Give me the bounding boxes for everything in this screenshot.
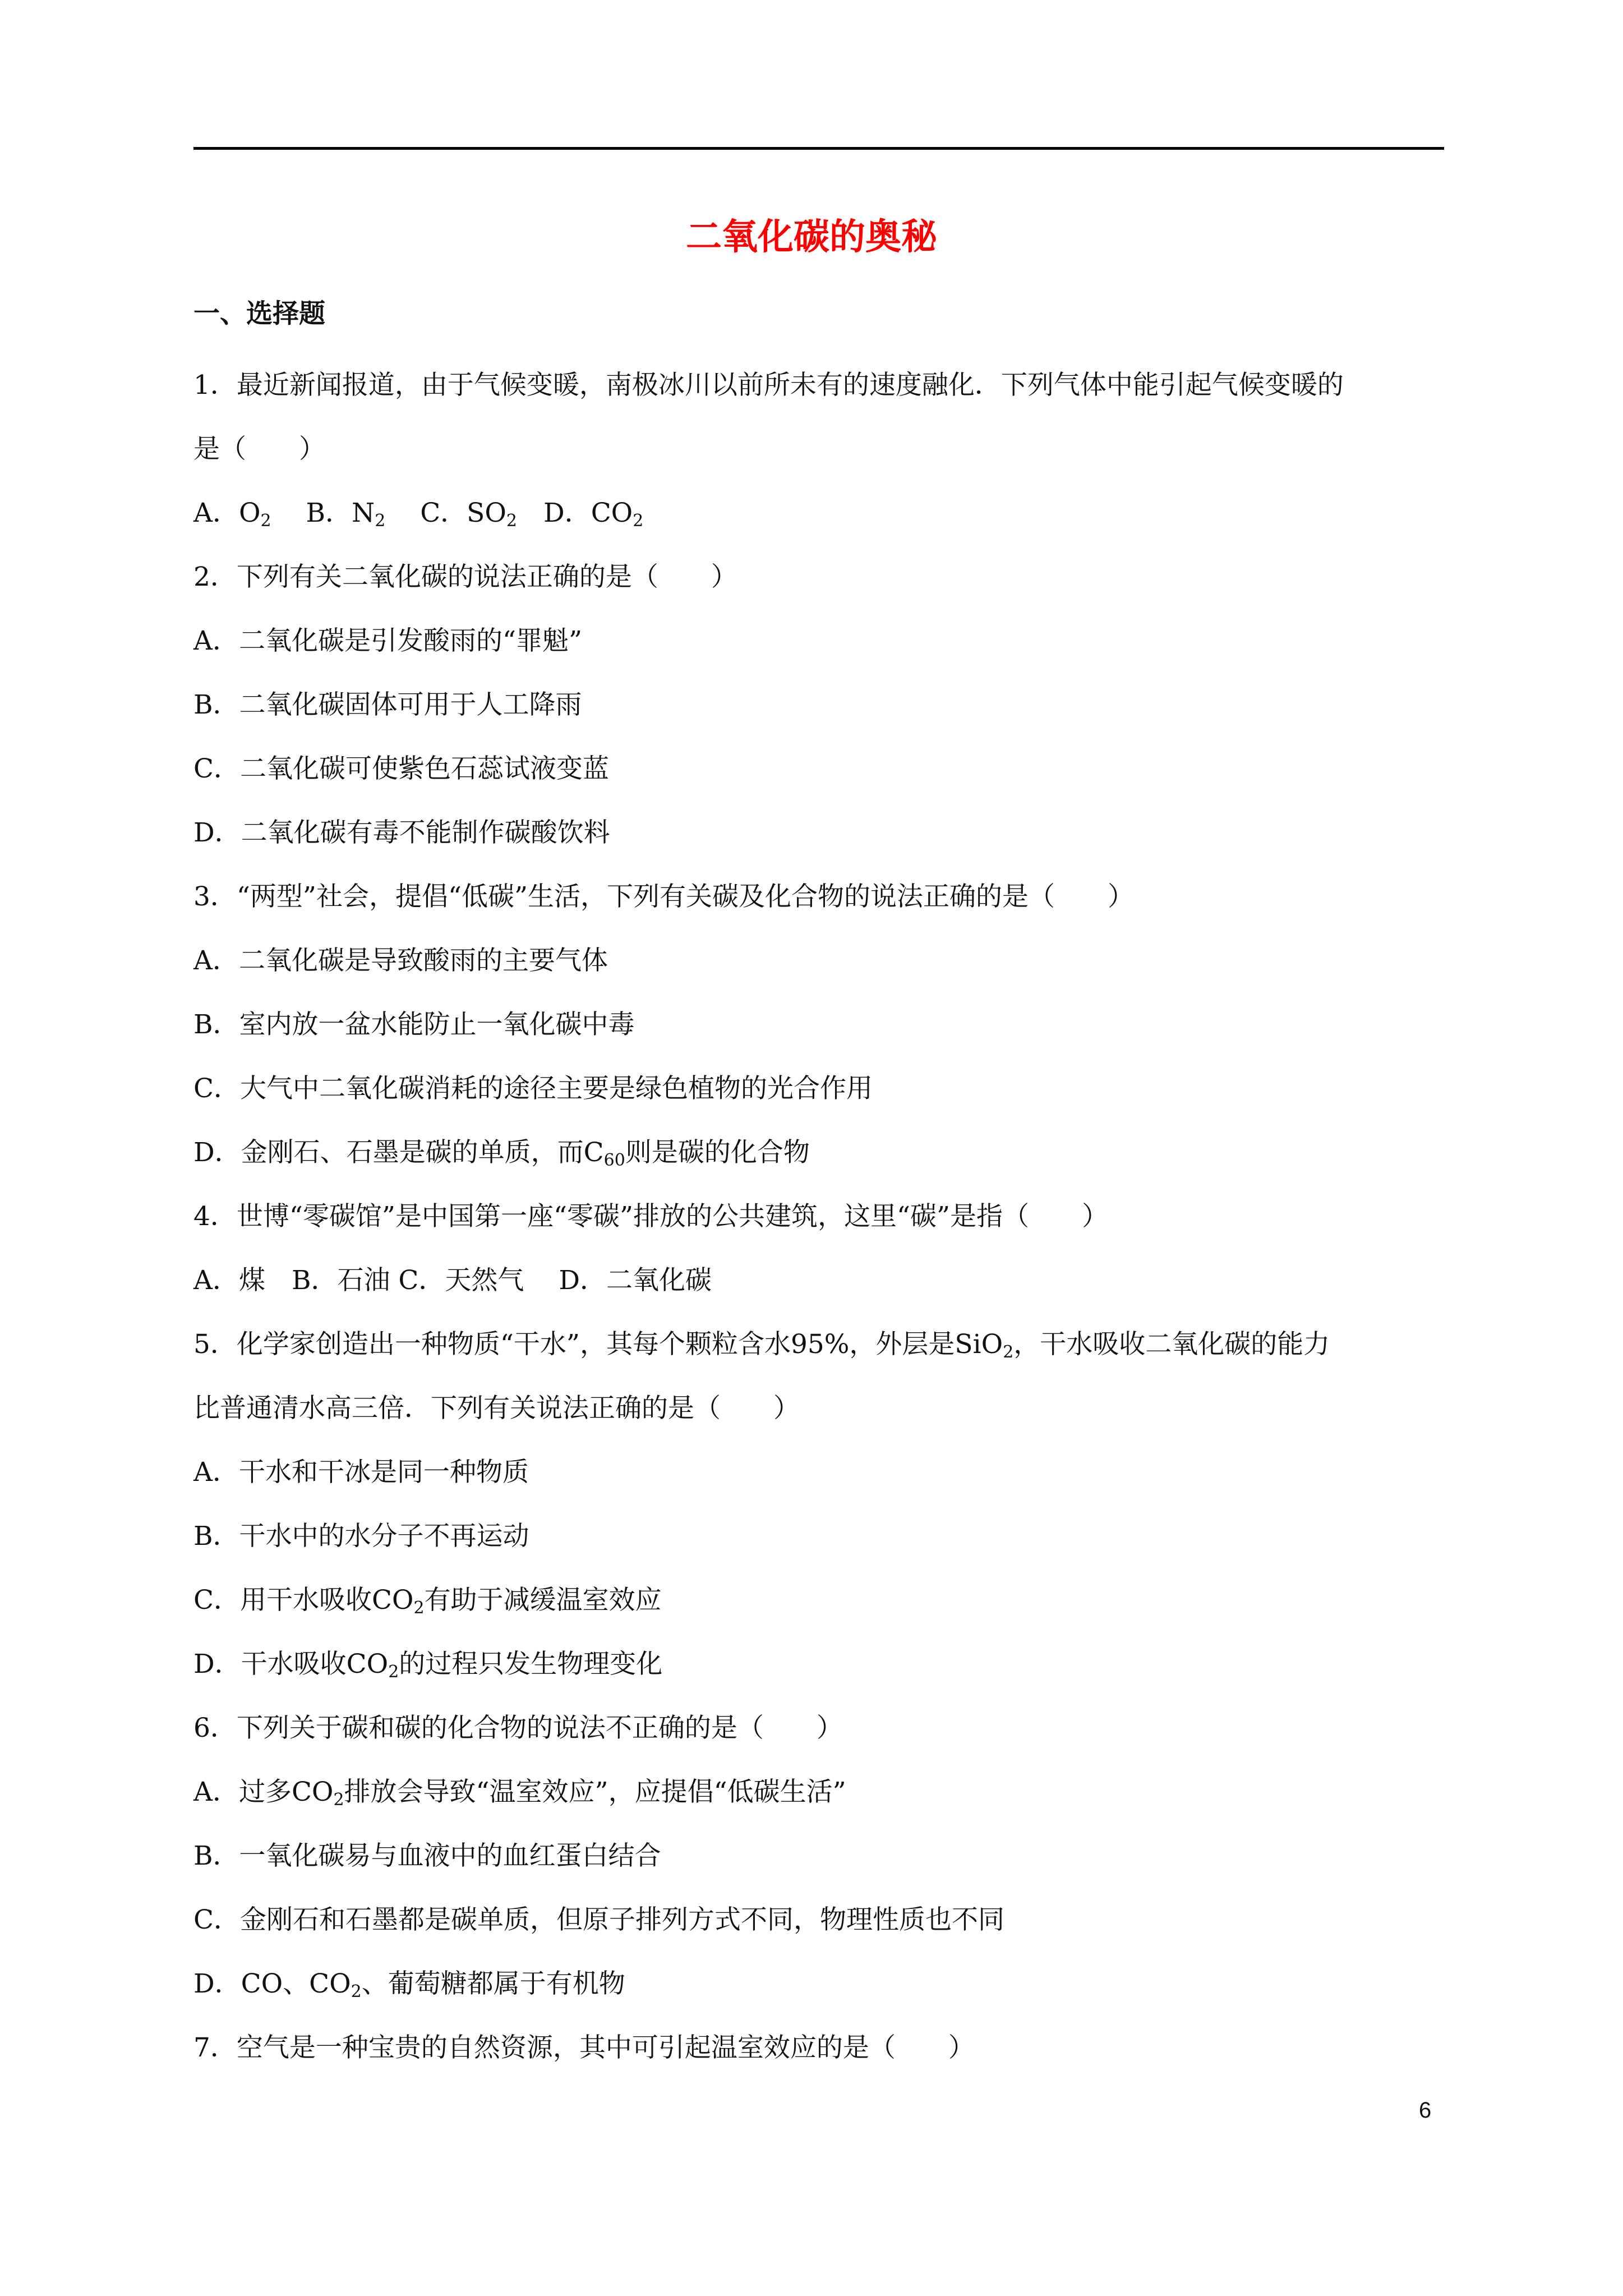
subscript: 2 xyxy=(506,511,518,531)
subscript: 60 xyxy=(603,1151,625,1170)
text-run: 3．“两型”社会，提倡“低碳”生活，下列有关碳及化合物的说法正确的是（ ） xyxy=(193,881,1135,912)
text-run: A．二氧化碳是引发酸雨的“罪魁” xyxy=(193,625,582,656)
text-line xyxy=(193,673,1450,737)
subscript: 2 xyxy=(333,1790,344,1810)
text-line xyxy=(193,1568,1450,1632)
text-run: D．二氧化碳有毒不能制作碳酸饮料 xyxy=(193,817,610,848)
text-line xyxy=(193,865,1450,929)
subscript: 2 xyxy=(260,511,271,531)
text-run: C．SO xyxy=(385,498,506,528)
header-rule xyxy=(193,147,1444,150)
text-run: 则是碳的化合物 xyxy=(625,1137,810,1168)
text-line xyxy=(193,481,1450,545)
section-heading: 一、选择题 xyxy=(193,298,325,329)
subscript: 2 xyxy=(1003,1342,1014,1362)
text-line xyxy=(193,1824,1450,1888)
text-run: A．二氧化碳是导致酸雨的主要气体 xyxy=(193,945,608,976)
text-run: 1．最近新闻报道，由于气候变暖，南极冰川以前所未有的速度融化．下列气体中能引起气候变暖的 xyxy=(193,370,1344,401)
text-run: C．大气中二氧化碳消耗的途径主要是绿色植物的光合作用 xyxy=(193,1073,873,1104)
text-run: B．N xyxy=(271,498,375,528)
text-run: B．干水中的水分子不再运动 xyxy=(193,1521,529,1552)
text-run: B．一氧化碳易与血液中的血红蛋白结合 xyxy=(193,1841,661,1871)
text-run: D．CO、CO xyxy=(193,1968,351,1999)
text-line xyxy=(193,1696,1450,1760)
text-run: 5．化学家创造出一种物质“干水”，其每个颗粒含水95%，外层是SiO xyxy=(193,1329,1003,1360)
text-run: 4．世博“零碳馆”是中国第一座“零碳”排放的公共建筑，这里“碳”是指（ ） xyxy=(193,1201,1109,1232)
subscript: 2 xyxy=(633,511,644,531)
text-line xyxy=(193,1313,1450,1377)
text-run: D．金刚石、石墨是碳的单质，而C xyxy=(193,1137,604,1168)
text-line xyxy=(193,1760,1450,1824)
text-line xyxy=(193,737,1450,801)
text-line xyxy=(193,1121,1450,1185)
page-title: 二氧化碳的奥秘 xyxy=(686,216,937,258)
text-run: C．金刚石和石墨都是碳单质，但原子排列方式不同，物理性质也不同 xyxy=(193,1904,1004,1935)
text-run: 6．下列关于碳和碳的化合物的说法不正确的是（ ） xyxy=(193,1713,843,1743)
text-line xyxy=(193,1185,1450,1249)
text-line xyxy=(193,417,1450,481)
text-run: B．二氧化碳固体可用于人工降雨 xyxy=(193,689,582,720)
text-line xyxy=(193,545,1450,609)
question-list xyxy=(193,353,1450,2080)
text-run: A．O xyxy=(193,498,261,528)
text-run: 排放会导致“温室效应”，应提倡“低碳生活” xyxy=(344,1777,846,1807)
text-line xyxy=(193,929,1450,993)
text-line xyxy=(193,1888,1450,1952)
text-line xyxy=(193,1952,1450,2016)
text-line xyxy=(193,2016,1450,2080)
text-run: ，干水吸收二氧化碳的能力 xyxy=(1013,1329,1330,1360)
text-run: 的过程只发生物理变化 xyxy=(399,1649,663,1680)
text-line xyxy=(193,1632,1450,1696)
text-run: D．CO xyxy=(517,498,633,528)
text-line xyxy=(193,609,1450,673)
text-run: A．煤 B．石油 C．天然气 D．二氧化碳 xyxy=(193,1265,712,1296)
text-run: 、葡萄糖都属于有机物 xyxy=(361,1968,625,1999)
page-number: 6 xyxy=(1419,2098,1432,2123)
text-run: 比普通清水高三倍．下列有关说法正确的是（ ） xyxy=(193,1393,800,1424)
text-line xyxy=(193,1377,1450,1441)
text-run: A．过多CO xyxy=(193,1777,334,1807)
text-run: 2．下列有关二氧化碳的说法正确的是（ ） xyxy=(193,562,737,592)
subscript: 2 xyxy=(388,1662,399,1682)
text-line xyxy=(193,1057,1450,1121)
text-run: 有助于减缓温室效应 xyxy=(424,1585,662,1616)
subscript: 2 xyxy=(375,511,386,531)
text-run: A．干水和干冰是同一种物质 xyxy=(193,1457,529,1488)
text-line xyxy=(193,993,1450,1057)
text-run: B．室内放一盆水能防止一氧化碳中毒 xyxy=(193,1009,635,1040)
text-run: 是（ ） xyxy=(193,434,325,464)
text-run: C．二氧化碳可使紫色石蕊试液变蓝 xyxy=(193,753,609,784)
text-line xyxy=(193,801,1450,865)
text-line xyxy=(193,1441,1450,1504)
text-run: C．用干水吸收CO xyxy=(193,1585,414,1616)
text-run: D．干水吸收CO xyxy=(193,1649,389,1680)
text-line xyxy=(193,1249,1450,1313)
text-line xyxy=(193,353,1450,417)
subscript: 2 xyxy=(413,1598,425,1618)
text-line xyxy=(193,1504,1450,1568)
text-run: 7．空气是一种宝贵的自然资源，其中可引起温室效应的是（ ） xyxy=(193,2032,975,2063)
subscript: 2 xyxy=(351,1982,362,2001)
